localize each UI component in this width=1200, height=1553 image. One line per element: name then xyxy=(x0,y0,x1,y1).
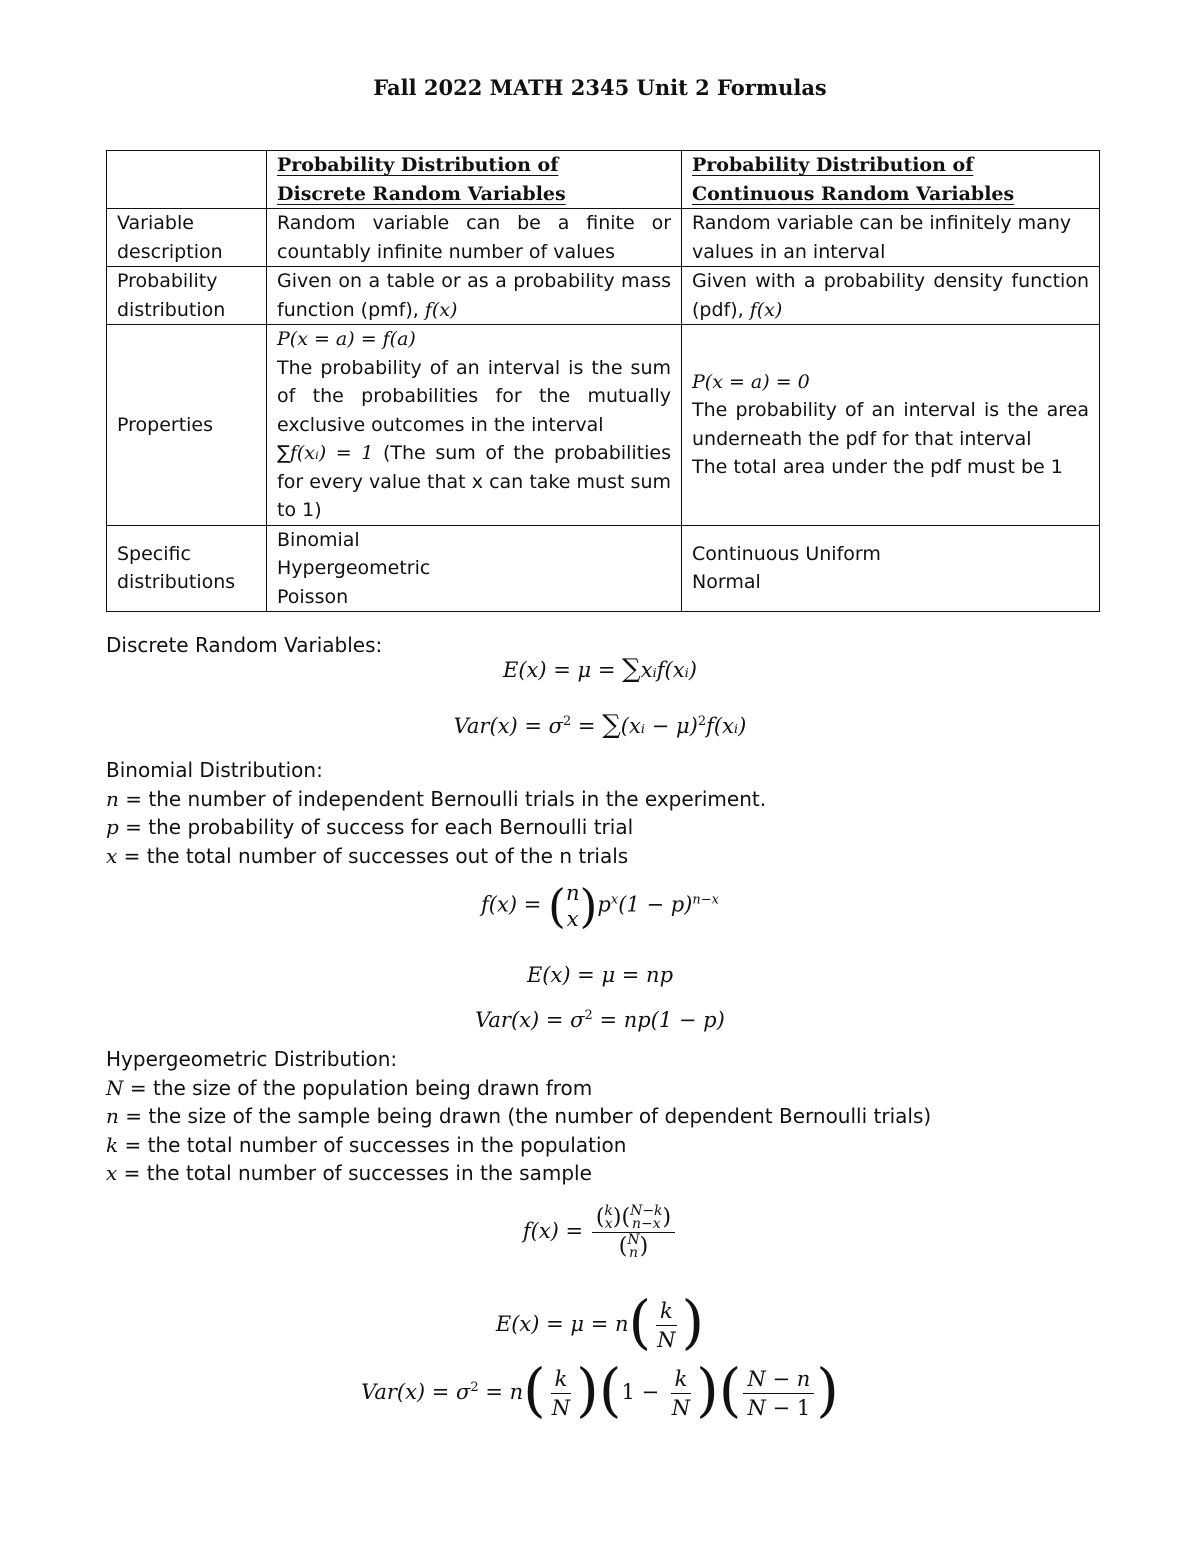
table-row xyxy=(107,267,1100,325)
page-title: Fall 2022 MATH 2345 Unit 2 Formulas xyxy=(373,75,827,100)
pmf-lhs: f(x) = xyxy=(481,892,548,917)
row-label-line1: Variable xyxy=(117,212,194,234)
var-lhs: Var(x) = σ xyxy=(361,1380,471,1404)
properties-continuous-cell xyxy=(682,325,1100,526)
binomial-coefficient: ( n x ) xyxy=(547,879,598,933)
row-label-variable xyxy=(107,209,267,267)
hyper-def-k xyxy=(106,1131,931,1160)
list-item: Hypergeometric xyxy=(277,557,431,579)
header-empty-cell xyxy=(107,151,267,209)
comparison-table xyxy=(106,150,1100,612)
list-item: Continuous Uniform xyxy=(692,542,881,565)
pmf-lhs: f(x) = xyxy=(522,1219,590,1243)
hyper-def-x xyxy=(106,1159,931,1188)
var-lhs: Var(x) = σ xyxy=(475,1008,585,1032)
table-row xyxy=(107,325,1100,526)
def-text: = the size of the population being drawn from xyxy=(123,1075,593,1100)
header-discrete-line2: Discrete Random Variables xyxy=(277,182,566,205)
def-text: = the probability of success for each Bernoulli trial xyxy=(118,815,634,839)
pmf-math: f(x) xyxy=(424,298,458,321)
continuous-point-prob: P(x = a) = 0 xyxy=(692,370,810,393)
row-label-probability xyxy=(107,267,267,325)
mean-rhs: xᵢf(xᵢ) xyxy=(640,658,697,682)
variable-discrete-cell: Random variable can be a finite or countably infinite number of values xyxy=(267,209,682,267)
pmf-text: Given on a table or as a probability mass function (pmf), xyxy=(277,270,671,321)
discrete-sum-text: (The sum of the probabilities for every value that x can take must sum to 1) xyxy=(277,442,672,521)
binomial-def-x xyxy=(106,842,766,871)
def-text: = the number of independent Bernoulli trials in the experiment. xyxy=(118,786,767,811)
hyper-fraction: ( k x ) ( N−k n−x ) ( N n ) xyxy=(592,1204,675,1261)
hypergeometric-pmf-formula xyxy=(0,1204,1200,1261)
pdf-text: Given with a probability density function (pdf), xyxy=(692,270,1089,321)
row-label-properties: Properties xyxy=(107,325,267,526)
mean-lhs: E(x) = μ = n xyxy=(495,1312,629,1336)
discrete-heading: Discrete Random Variables: xyxy=(106,633,383,657)
var-tail: f(xᵢ) xyxy=(706,714,747,738)
hypergeometric-heading: Hypergeometric Distribution: xyxy=(106,1047,398,1071)
table-row xyxy=(107,209,1100,267)
pmf-exponent: n−x xyxy=(692,892,719,908)
hypergeometric-variance-formula: $Var(x) = \sigma^2 = n$( $\frac{k}{N}$ )(1 − $\frac{k}{N}$ )( $\frac{N - n}{N - 1}$ ) xyxy=(361,1355,839,1424)
var-lhs: Var(x) = σ xyxy=(453,714,563,738)
discrete-point-prob: P(x = a) = f(a) xyxy=(277,328,416,350)
def-symbol: n xyxy=(106,786,119,811)
continuous-total-text: The total area under the pdf must be 1 xyxy=(692,456,1063,479)
specific-continuous-cell xyxy=(682,525,1100,612)
sum-symbol: ∑ xyxy=(622,654,641,684)
header-continuous-line1: Probability Distribution of xyxy=(692,154,974,176)
header-discrete-line1: Probability Distribution of xyxy=(277,154,559,176)
pmf-tail: (1 − p) xyxy=(618,892,693,917)
discrete-mean-formula xyxy=(0,655,1200,685)
mean-lhs: E(x) = μ = xyxy=(503,658,623,682)
table-header-row xyxy=(107,151,1100,209)
def-text: = the total number of successes in the population xyxy=(118,1132,627,1157)
binomial-heading: Binomial Distribution: xyxy=(106,758,323,782)
header-discrete xyxy=(267,151,682,209)
header-continuous-line2: Continuous Random Variables xyxy=(692,182,1015,205)
def-symbol: p xyxy=(106,815,119,839)
header-continuous xyxy=(682,151,1100,209)
variable-continuous-cell: Random variable can be infinitely many values in an interval xyxy=(682,209,1100,267)
binomial-section xyxy=(106,756,766,870)
list-item: Normal xyxy=(692,571,761,594)
list-item: Binomial xyxy=(277,528,360,551)
binomial-pmf-formula: f(x) = ( n x ) $p^x(1 - p)^{n-x}$ xyxy=(481,879,719,933)
discrete-sum-math: f(xᵢ) = 1 xyxy=(289,442,374,464)
properties-discrete-cell xyxy=(267,325,682,526)
var-mid: = n xyxy=(478,1380,524,1404)
hyper-def-n xyxy=(106,1102,931,1131)
var-rhs: (xᵢ − μ) xyxy=(620,714,698,738)
discrete-variance-formula: $Var(x) = \sigma^2$ = ∑(xᵢ − μ)$^2$f(xᵢ) xyxy=(453,710,747,740)
hyper-def-N xyxy=(106,1074,931,1103)
probability-continuous-cell xyxy=(682,267,1100,325)
binomial-def-p xyxy=(106,813,766,842)
def-text: = the total number of successes in the sample xyxy=(117,1161,592,1185)
binomial-variance-formula: $Var(x) = \sigma^2 = np(1 - p)$ xyxy=(475,1008,725,1032)
pdf-math: f(x) xyxy=(749,298,783,321)
hypergeometric-section xyxy=(106,1045,931,1188)
sum-symbol: ∑ xyxy=(277,442,290,464)
row-label-line1: Probability xyxy=(117,270,218,292)
binomial-def-n xyxy=(106,785,766,814)
def-text: = the size of the sample being drawn (the number of dependent Bernoulli trials) xyxy=(118,1104,932,1128)
var-rhs: = np(1 − p) xyxy=(592,1008,725,1032)
continuous-interval-text: The probability of an interval is the area underneath the pdf for that interval xyxy=(692,399,1089,450)
row-label-line2: distributions xyxy=(117,571,236,594)
row-label-line2: description xyxy=(117,240,223,263)
row-label-line1: Specific xyxy=(117,542,191,565)
row-label-specific xyxy=(107,525,267,612)
def-symbol: x xyxy=(106,843,118,868)
binomial-mean-formula: E(x) = μ = np xyxy=(526,963,674,987)
def-text: = the total number of successes out of the n trials xyxy=(117,843,629,868)
probability-discrete-cell xyxy=(267,267,682,325)
discrete-interval-text: The probability of an interval is the sum of the probabilities for the mutually exclusive outcomes in the interval xyxy=(277,356,671,436)
def-symbol: N xyxy=(106,1075,124,1100)
def-symbol: k xyxy=(106,1132,119,1157)
def-symbol: n xyxy=(106,1104,119,1128)
hypergeometric-mean-formula: E(x) = μ = n( $\frac{k}{N}$ ) xyxy=(495,1287,705,1356)
table-row xyxy=(107,525,1100,612)
def-symbol: x xyxy=(106,1161,118,1185)
sum-symbol: ∑ xyxy=(602,710,621,740)
list-item: Poisson xyxy=(277,585,349,608)
var-eq: = xyxy=(571,714,603,738)
specific-discrete-cell xyxy=(267,525,682,612)
row-label-line2: distribution xyxy=(117,298,226,321)
